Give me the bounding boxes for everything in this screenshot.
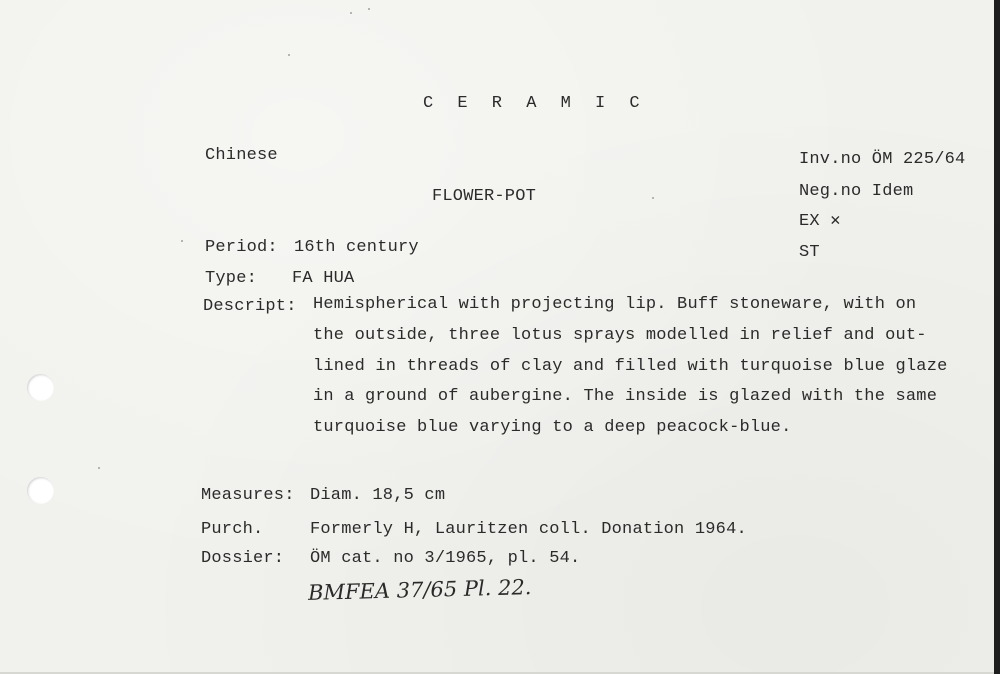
paper-speck	[98, 467, 100, 469]
punch-hole-bottom	[27, 477, 54, 504]
card-title: C E R A M I C	[423, 94, 647, 113]
description-line: in a ground of aubergine. The inside is glazed with the same	[313, 387, 938, 406]
purchase-label: Purch.	[201, 520, 264, 539]
paper-speck	[181, 240, 183, 242]
measures-label: Measures:	[201, 486, 295, 505]
paper-speck	[288, 54, 290, 56]
description-line: lined in threads of clay and filled with turquoise blue glaze	[313, 357, 948, 376]
handwritten-reference: BMFEA 37/65 Pl. 22.	[307, 575, 532, 605]
dossier-label: Dossier:	[201, 549, 285, 568]
ex-mark: EX ✕	[799, 212, 841, 231]
scan-border	[994, 0, 1000, 674]
period-value: 16th century	[294, 238, 419, 257]
origin-text: Chinese	[205, 146, 278, 165]
paper-speck	[652, 197, 654, 199]
paper-speck	[350, 12, 352, 14]
description-line: the outside, three lotus sprays modelled in relief and out-	[313, 326, 927, 345]
description-label: Descript:	[203, 297, 297, 316]
inventory-number: Inv.no ÖM 225/64	[799, 150, 966, 169]
paper-speck	[368, 8, 370, 10]
description-line: turquoise blue varying to a deep peacock-blue.	[313, 418, 792, 437]
dossier-value: ÖM cat. no 3/1965, pl. 54.	[310, 549, 581, 568]
type-value: FA HUA	[292, 269, 355, 288]
measures-value: Diam. 18,5 cm	[310, 486, 446, 505]
period-label: Period:	[205, 238, 278, 257]
negative-number: Neg.no Idem	[799, 182, 914, 201]
punch-hole-top	[27, 374, 54, 401]
type-label: Type:	[205, 269, 258, 288]
purchase-value: Formerly H, Lauritzen coll. Donation 1964.	[310, 520, 747, 539]
st-mark: ST	[799, 243, 820, 262]
object-name: FLOWER-POT	[432, 187, 537, 206]
description-line: Hemispherical with projecting lip. Buff stoneware, with on	[313, 295, 917, 314]
